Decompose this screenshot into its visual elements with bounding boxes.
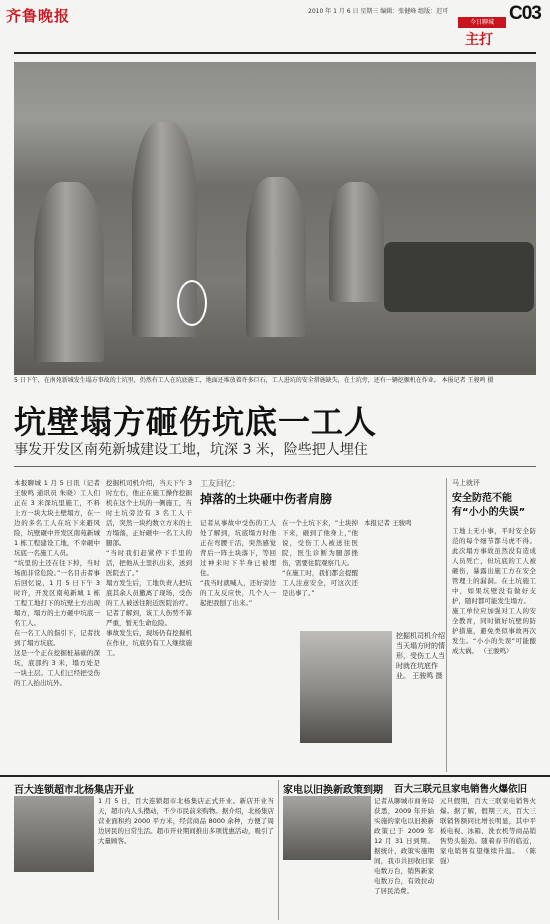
secondary-photo-caption: 挖掘机司机介绍当天塌方时的情形，受伤工人当时就在坑底作业。 王骏鸣 摄 [396, 632, 445, 680]
excavator-shape [384, 242, 534, 312]
article-column-4: 在一个土坑下来，“土块掉下来，砸到了他身上，”他说，受伤工人被送往医院，医生诊断为腿部挫伤，需要住院观察几天。 “在施工时，我们都会提醒工人注意安全，可这次还是出事了。” [282, 519, 358, 597]
masthead [0, 0, 550, 48]
commentary-tag: 马上就评 [452, 479, 480, 487]
bottom-divider [0, 775, 550, 777]
story1-photo [14, 796, 94, 872]
commentary-body: 工地上无小事，平时安全防范的每个细节都马虎不得。此次塌方事故虽然没有造成人员死亡，但坑底的工人被砸伤，暴露出施工方在安全管理上的漏洞。在土坑施工中，如果坑壁没有做好支护，随时都可能发生塌方。 施工单位应加强对工人的安全教育，同时做好坑壁的防护措施，避免类似事故再次发生。“小小的失误”可能酿成大祸。 （王骏鸣） [452, 527, 536, 655]
recall-byline: 本报记者 王骏鸣 [364, 519, 412, 527]
pillar-shape [34, 182, 104, 362]
pillar-shape [246, 177, 306, 337]
bottom-divider-1 [278, 780, 279, 920]
page-number: C03 [509, 3, 541, 24]
main-photo [14, 62, 536, 375]
photo-caption: 5 日下午，在南苑新城发生塌方事故的土坑里，仍然有工人在坑底施工，地面还堆放着许多巨石，工人进坑的安全措施缺失，在土坑旁，还有一辆挖掘机在作业。 本报记者 王骏鸣 摄 [14, 377, 494, 384]
headline: 坑壁塌方砸伤坑底一工人 [14, 403, 378, 441]
commentary-title: 安全防范不能有“小小的失误” [452, 493, 526, 518]
masthead-divider [14, 52, 536, 54]
story1-title: 百大连锁超市北杨集店开业 [14, 785, 134, 796]
pillar-shape [329, 182, 384, 302]
newspaper-logo: 齐鲁晚报 [6, 7, 71, 25]
recall-title: 掉落的土块砸中伤者肩膀 [200, 492, 333, 506]
secondary-photo [300, 631, 392, 743]
story3-title: 百大三联元旦家电销售火爆依旧 [394, 784, 528, 795]
story2-body: 记者从聊城市商务局获悉，2009 年开始实施的家电以旧换新政策已于 2009 年 12 月 31 日到期。据统计，政策实施期间，我市共回收旧家电数万台，销售新家电数万台，有效拉动了居民消费。 [374, 797, 434, 895]
column-tag: 今日聊城 [458, 17, 506, 28]
recall-label: 工友回忆： [200, 479, 240, 488]
story3-body: 元旦假期，百大三联家电销售火爆。据了解，假期三天，百大三联销售额同比增长明显，其中平板电视、冰箱、洗衣机等商品销售势头强劲。随着春节的临近，家电销售有望继续升温。 （陈强） [440, 797, 536, 865]
article-column-3: 记者从事故中受伤的工人处了解到，坑底塌方时他正在弯腰干活，突然感觉背后一阵土块落下，等回过神来时下半身已被埋住。 “我当时就喊人，还好旁边的工友反应快，几个人一起把我刨了出来。” [200, 519, 276, 607]
section-title: 主打 [465, 32, 493, 48]
headline-divider [14, 466, 536, 467]
story2-photo [283, 796, 371, 860]
highlight-circle [177, 280, 207, 326]
article-column-1: 本报聊城 1 月 5 日讯（记者 王骏鸣 通讯员 朱晓）工人们正在 3 米深坑里施工，不料上方一块大块土壁塌方，在一边的多名工人在坑下来避风险，坑壁砸中开发区南苑新城 1 栋工程建设工地，不幸砸中坑底一名施工人员。 “坑里的土还在往下掉，当时场面非常危险。”一名目击者事后回忆说，1 月 5 日下午 3 时许，开发区南苑新城 1 栋工程工地打下的坑壁土方出现塌方，塌方的土方砸中坑底一名工人。 在一名工人的指引下，记者找到了塌方坑底。 这是一个正在挖掘桩基础的深坑，底部约 3 米，塌方处是一块土层。工人们已经把受伤的工人抬出坑外。 [14, 479, 100, 687]
story1-body: 1 月 5 日，百大连锁超市北杨集店正式开业。新店开业当天，超市内人头攒动，不少市民前来购物。据介绍，北杨集店营业面积约 2000 平方米，经营商品 8000 余种，方便了周边居民的日常生活。超市开业期间推出多项优惠活动，吸引了大量顾客。 [98, 797, 274, 845]
story2-title: 家电以旧换新政策到期 [283, 785, 383, 796]
commentary-sidebar [452, 478, 536, 772]
article-column-2: 挖掘机司机介绍，当天下午 3 时左右，他正在施工操作挖掘机在这个土坑的一侧施工，当时土坑旁边有 3 名工人干活，突然一块约数立方米的土方塌落，正好砸中一名工人的腿部。 “当时我们赶紧停下手里的活，把他从土里扒出来，送到医院去了。” 塌方发生后，工地负责人把坑底其余人员撤离了现场，受伤的工人被送往附近医院治疗。记者了解到，该工人伤势不算严重，暂无生命危险。 事故发生后，现场仍有挖掘机在作业，坑底仍有工人继续施工。 [106, 479, 192, 657]
dateline: 2010 年 1 月 6 日 星期三 编辑：张健峰 组版：迟可 [308, 8, 449, 15]
sidebar-divider [446, 478, 447, 772]
subheadline: 事发开发区南苑新城建设工地，坑深 3 米，险些把人埋住 [14, 442, 368, 458]
